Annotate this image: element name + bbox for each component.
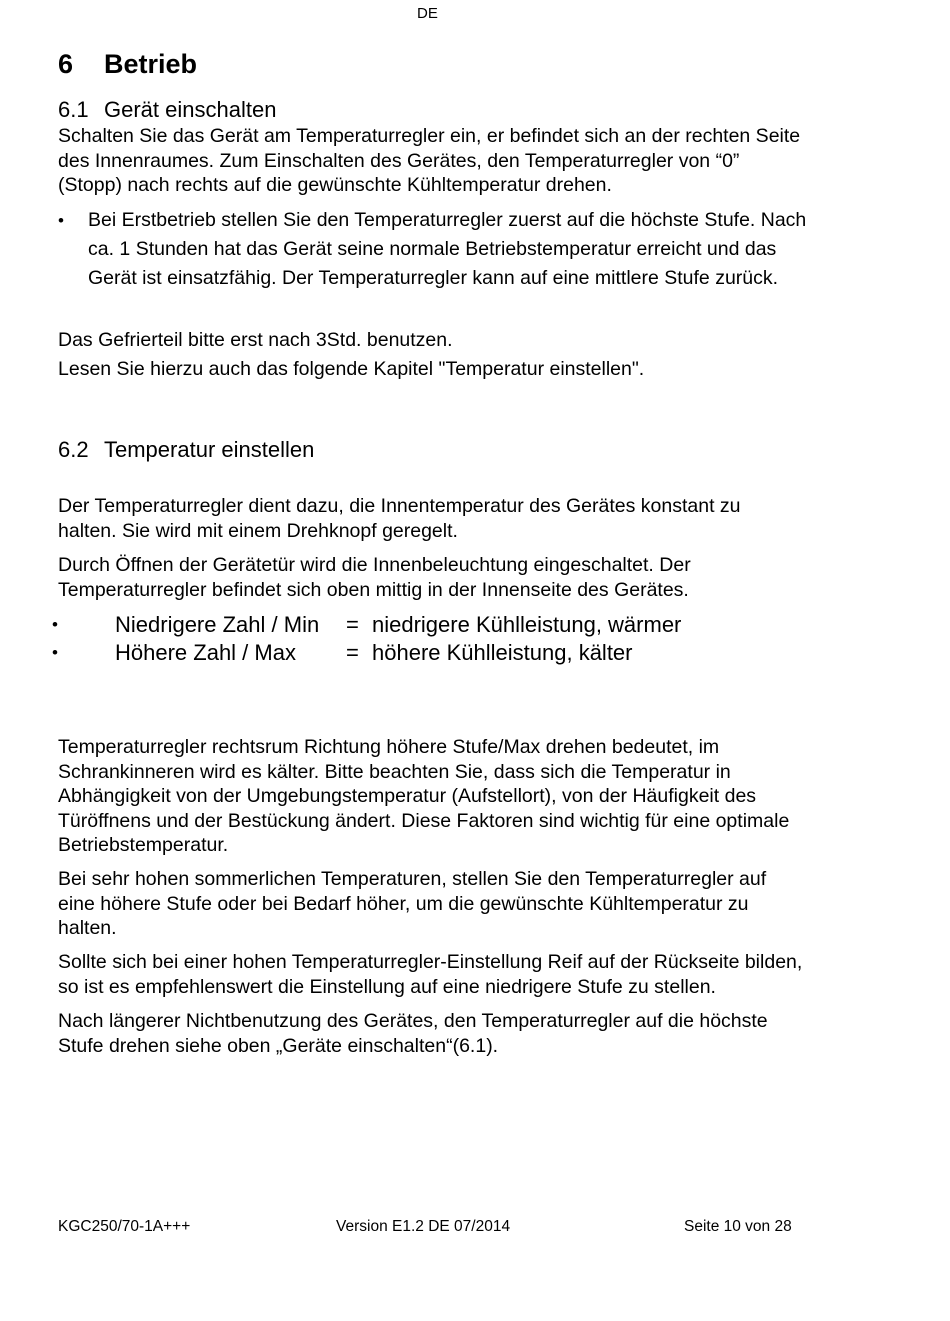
text-line: Nach längerer Nichtbenutzung des Gerätes, den Temperaturregler auf die höchste [58,1010,768,1032]
text-line: halten. Sie wird mit einem Drehknopf geregelt. [58,519,458,542]
footer-model: KGC250/70-1A+++ [58,1218,191,1235]
setting-equals: = [346,612,359,637]
section-title: Betrieb [104,49,198,79]
paragraph-intro [58,124,800,198]
notes [58,326,644,384]
text-line: Temperaturregler rechtsrum Richtung höhere Stufe/Max drehen bedeutet, im [58,736,720,758]
text-line: Sollte sich bei einer hohen Temperaturregler-Einstellung Reif auf der Rückseite bilden, [58,951,803,973]
paragraph-restart [58,1009,768,1058]
freezer-note: Das Gefrierteil bitte erst nach 3Std. benutzen. [58,329,453,351]
paragraph-frost [58,950,802,999]
footer-page-number: Seite 10 von 28 [684,1218,792,1235]
bullet-icon: • [52,615,58,634]
text-line: Stufe drehen siehe oben „Geräte einschalten“(6.1). [58,1034,499,1057]
setting-equals: = [346,640,359,665]
setting-meaning: höhere Kühlleistung, kälter [372,640,633,665]
text-line: Schrankinneren wird es kälter. Bitte beachten Sie, dass sich die Temperatur in [58,760,731,783]
text-line: eine höhere Stufe oder bei Bedarf höher, um die gewünschte Kühltemperatur zu [58,892,749,915]
subsection-number: 6.1 [58,97,89,122]
text-line: Durch Öffnen der Gerätetür wird die Innenbeleuchtung eingeschaltet. Der [58,554,691,576]
text-line: halten. [58,917,117,939]
subsection-title: Temperatur einstellen [104,437,315,462]
subsection-heading-6-2 [58,437,314,463]
subsection-heading-6-1 [58,97,276,123]
setting-meaning: niedrigere Kühlleistung, wärmer [372,612,682,637]
text-line: Gerät ist einsatzfähig. Der Temperaturregler kann auf eine mittlere Stufe zurück. [88,267,779,289]
subsection-number: 6.2 [58,437,89,462]
footer-version: Version E1.2 DE 07/2014 [336,1218,511,1235]
language-marker: DE [417,5,438,22]
chapter-reference: Lesen Sie hierzu auch das folgende Kapitel "Temperatur einstellen". [58,358,645,380]
paragraph-lighting [58,553,691,602]
setting-label: Höhere Zahl / Max [115,640,296,665]
bullet-icon: • [58,211,64,230]
text-line: Türöffnens und der Bestückung ändert. Diese Faktoren sind wichtig für eine optimale [58,809,790,832]
section-heading [58,49,197,80]
text-line: des Innenraumes. Zum Einschalten des Gerätes, den Temperaturregler von “0” [58,149,740,172]
text-line: Betriebstemperatur. [58,834,229,856]
text-line: Der Temperaturregler dient dazu, die Innentemperatur des Gerätes konstant zu [58,495,741,517]
text-line: ca. 1 Stunden hat das Gerät seine normale Betriebstemperatur erreicht und das [88,238,777,260]
text-line: (Stopp) nach rechts auf die gewünschte Kühltemperatur drehen. [58,174,612,196]
text-line: so ist es empfehlenswert die Einstellung auf eine niedrigere Stufe zu stellen. [58,975,716,998]
text-line: Bei sehr hohen sommerlichen Temperaturen, stellen Sie den Temperaturregler auf [58,868,767,890]
paragraph-summer [58,867,766,941]
setting-label: Niedrigere Zahl / Min [115,612,320,637]
bullet-icon: • [52,643,58,662]
paragraph-regulator [58,494,741,543]
text-line: Temperaturregler befindet sich oben mittig in der Innenseite des Gerätes. [58,578,689,601]
text-line: Abhängigkeit von der Umgebungstemperatur (Aufstellort), von der Häufigkeit des [58,785,757,807]
bullet-first-use [88,206,806,293]
subsection-title: Gerät einschalten [104,97,277,122]
section-number: 6 [58,49,74,79]
text-line: Schalten Sie das Gerät am Temperaturregler ein, er befindet sich an der rechten Seite [58,125,801,147]
paragraph-direction [58,735,789,858]
text-line: Bei Erstbetrieb stellen Sie den Temperaturregler zuerst auf die höchste Stufe. Nach [88,209,807,231]
